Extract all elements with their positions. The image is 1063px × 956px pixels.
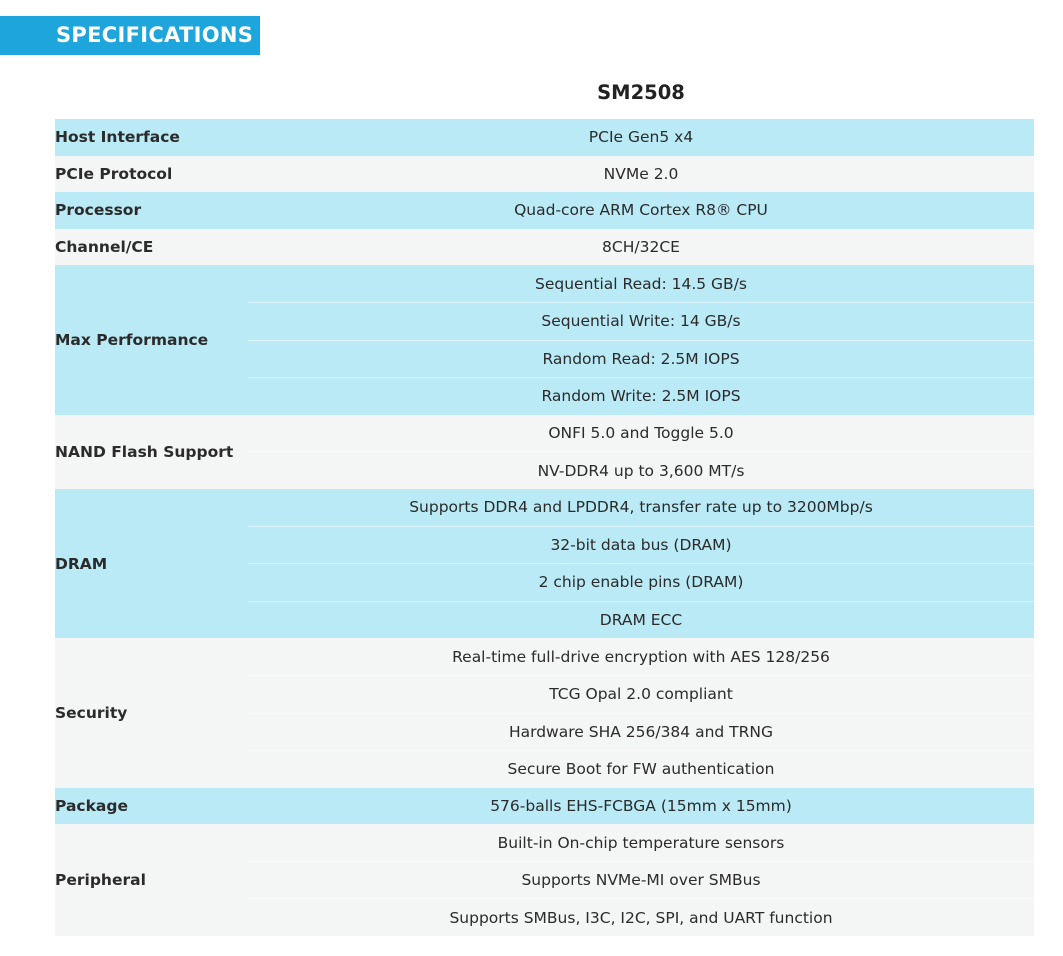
spec-value: NVMe 2.0 xyxy=(248,156,1034,193)
spec-value: Real-time full-drive encryption with AES 128/256 xyxy=(248,638,1034,675)
spec-row xyxy=(55,229,1034,266)
spec-value: Sequential Read: 14.5 GB/s xyxy=(248,265,1034,302)
spec-value: Built-in On-chip temperature sensors xyxy=(248,824,1034,861)
spec-value: PCIe Gen5 x4 xyxy=(248,119,1034,156)
spec-value: 576-balls EHS-FCBGA (15mm x 15mm) xyxy=(248,788,1034,825)
spec-value: 8CH/32CE xyxy=(248,229,1034,266)
spec-value: Hardware SHA 256/384 and TRNG xyxy=(248,713,1034,751)
spec-row xyxy=(55,192,1034,229)
spec-value: Random Write: 2.5M IOPS xyxy=(248,378,1034,415)
spec-label: Peripheral xyxy=(55,824,248,936)
spec-row xyxy=(55,638,1034,675)
spec-value: Supports NVMe-MI over SMBus xyxy=(248,861,1034,899)
spec-value: Supports DDR4 and LPDDR4, transfer rate up to 3200Mbp/s xyxy=(248,489,1034,526)
section-title-banner: SPECIFICATIONS xyxy=(0,16,260,55)
spec-label: Max Performance xyxy=(55,265,248,414)
product-name: SM2508 xyxy=(597,81,685,104)
spec-label: PCIe Protocol xyxy=(55,156,248,193)
spec-label: Package xyxy=(55,788,248,825)
spec-row xyxy=(55,415,1034,452)
spec-value: 32-bit data bus (DRAM) xyxy=(248,526,1034,564)
spec-value: ONFI 5.0 and Toggle 5.0 xyxy=(248,415,1034,452)
spec-label: Security xyxy=(55,638,248,787)
spec-value: NV-DDR4 up to 3,600 MT/s xyxy=(248,452,1034,489)
spec-value: TCG Opal 2.0 compliant xyxy=(248,675,1034,713)
spec-value: Supports SMBus, I3C, I2C, SPI, and UART function xyxy=(248,899,1034,936)
specifications-table xyxy=(55,119,1034,936)
spec-row xyxy=(55,265,1034,302)
spec-label: Host Interface xyxy=(55,119,248,156)
spec-value: Sequential Write: 14 GB/s xyxy=(248,302,1034,340)
spec-value: Quad-core ARM Cortex R8® CPU xyxy=(248,192,1034,229)
spec-row xyxy=(55,824,1034,861)
spec-label: DRAM xyxy=(55,489,248,638)
spec-label: Processor xyxy=(55,192,248,229)
spec-value: DRAM ECC xyxy=(248,601,1034,638)
spec-label: Channel/CE xyxy=(55,229,248,266)
spec-value: Secure Boot for FW authentication xyxy=(248,751,1034,788)
spec-value: Random Read: 2.5M IOPS xyxy=(248,340,1034,378)
spec-value: 2 chip enable pins (DRAM) xyxy=(248,564,1034,602)
specifications-table-body xyxy=(55,119,1034,936)
spec-row xyxy=(55,489,1034,526)
spec-row xyxy=(55,788,1034,825)
spec-row xyxy=(55,156,1034,193)
spec-label: NAND Flash Support xyxy=(55,415,248,489)
spec-row xyxy=(55,119,1034,156)
